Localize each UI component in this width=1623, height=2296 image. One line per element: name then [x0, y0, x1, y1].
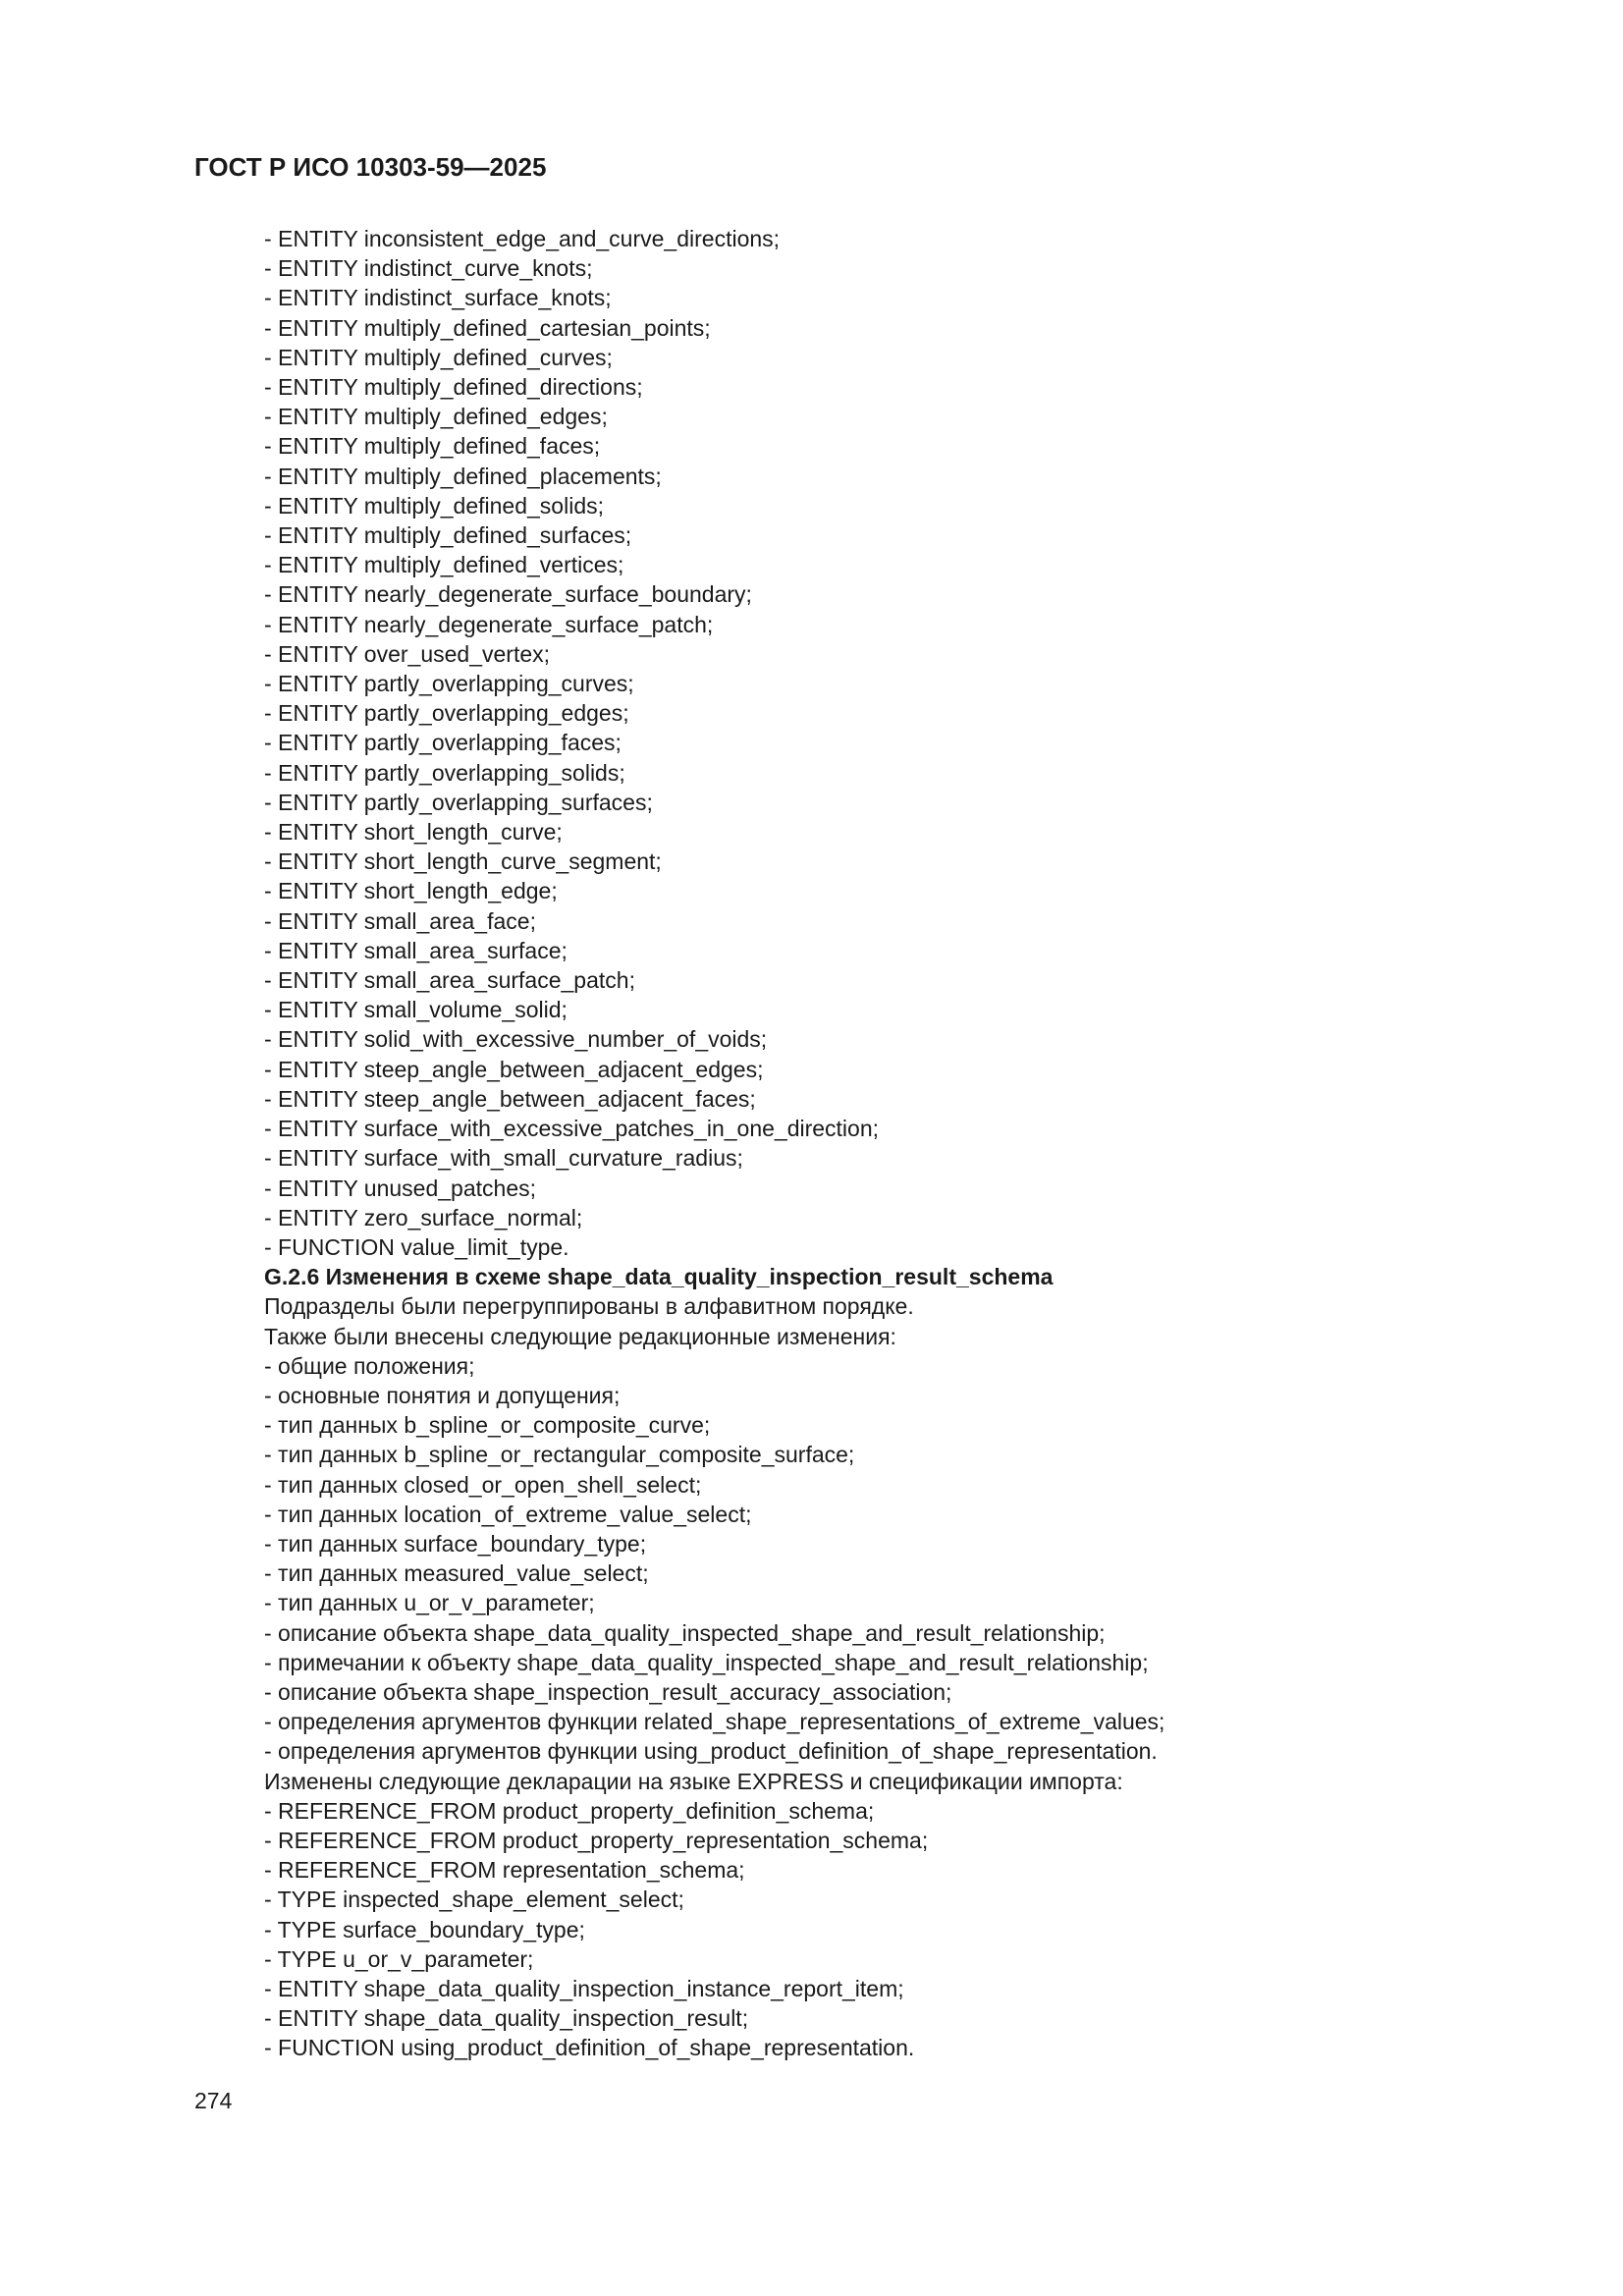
list-item: - ENTITY small_area_surface;: [264, 937, 568, 963]
list-item: - ENTITY steep_angle_between_adjacent_faces;: [264, 1085, 756, 1112]
list-item: - тип данных surface_boundary_type;: [264, 1530, 647, 1557]
list-item: - ENTITY inconsistent_edge_and_curve_directions;: [264, 226, 781, 251]
list-item: - ENTITY partly_overlapping_curves;: [264, 671, 634, 697]
list-item: - основные понятия и допущения;: [264, 1382, 621, 1408]
list-item: - ENTITY multiply_defined_cartesian_points;: [264, 314, 711, 341]
list-item: - ENTITY solid_with_excessive_number_of_voids;: [264, 1026, 768, 1053]
list-item: - описание объекта shape_inspection_result_accuracy_association;: [264, 1678, 952, 1705]
page-number: 274: [194, 2088, 233, 2113]
list-item: - ENTITY multiply_defined_edges;: [264, 404, 608, 430]
list-item: - ENTITY multiply_defined_faces;: [264, 433, 601, 460]
list-item: - тип данных b_spline_or_rectangular_composite_surface;: [264, 1442, 855, 1468]
list-item: - ENTITY short_length_curve_segment;: [264, 848, 662, 875]
document-body: [264, 224, 1560, 2063]
list-item: - тип данных closed_or_open_shell_select;: [264, 1471, 702, 1498]
list-item: - ENTITY shape_data_quality_inspection_instance_report_item;: [264, 1975, 904, 2001]
list-item: - тип данных measured_value_select;: [264, 1560, 649, 1587]
list-item: - ENTITY multiply_defined_surfaces;: [264, 522, 632, 549]
list-item: - ENTITY partly_overlapping_edges;: [264, 700, 629, 727]
list-item: - определения аргументов функции using_product_definition_of_shape_representation.: [264, 1738, 1158, 1765]
page-header: ГОСТ Р ИСО 10303-59—2025: [194, 152, 547, 182]
paragraph-regrouped: Подразделы были перегруппированы в алфавитном порядке.: [264, 1293, 914, 1320]
list-item: - ENTITY partly_overlapping_faces;: [264, 730, 622, 756]
list-item: - ENTITY over_used_vertex;: [264, 640, 551, 667]
section-heading: G.2.6 Изменения в схеме shape_data_quality_inspection_result_schema: [264, 1264, 1054, 1290]
list-item: - ENTITY multiply_defined_placements;: [264, 463, 662, 489]
list-item: - ENTITY unused_patches;: [264, 1175, 536, 1201]
list-item: - TYPE inspected_shape_element_select;: [264, 1886, 684, 1913]
list-item: - ENTITY nearly_degenerate_surface_patch;: [264, 611, 714, 637]
list-item: - ENTITY small_area_face;: [264, 907, 536, 934]
list-item: - ENTITY multiply_defined_curves;: [264, 344, 613, 370]
list-item: - тип данных u_or_v_parameter;: [264, 1590, 595, 1616]
express-changes-list: [264, 1796, 1560, 2063]
list-item: - описание объекта shape_data_quality_inspected_shape_and_result_relationship;: [264, 1619, 1106, 1646]
list-item: - ENTITY surface_with_small_curvature_radius;: [264, 1145, 743, 1172]
paragraph-editorial-intro: Также были внесены следующие редакционные изменения:: [264, 1323, 896, 1349]
list-item: - ENTITY short_length_curve;: [264, 819, 563, 846]
list-item: - ENTITY multiply_defined_directions;: [264, 374, 643, 401]
list-item: - ENTITY multiply_defined_vertices;: [264, 552, 624, 578]
list-item: - ENTITY indistinct_surface_knots;: [264, 285, 612, 311]
paragraph-express-intro: Изменены следующие декларации на языке EXPRESS и спецификации импорта:: [264, 1768, 1123, 1794]
list-item: - общие положения;: [264, 1352, 475, 1379]
list-item: - REFERENCE_FROM product_property_representation_schema;: [264, 1827, 929, 1853]
list-item: - REFERENCE_FROM product_property_definition_schema;: [264, 1797, 875, 1824]
list-item: - ENTITY indistinct_curve_knots;: [264, 255, 593, 282]
list-item: - тип данных location_of_extreme_value_select;: [264, 1501, 752, 1527]
list-item: - определения аргументов функции related_shape_representations_of_extreme_values;: [264, 1709, 1165, 1735]
list-item: - ENTITY partly_overlapping_solids;: [264, 759, 625, 786]
list-item: - ENTITY shape_data_quality_inspection_result;: [264, 2005, 749, 2032]
list-item: - REFERENCE_FROM representation_schema;: [264, 1857, 745, 1884]
list-item: - FUNCTION using_product_definition_of_shape_representation.: [264, 2035, 915, 2061]
list-item: - ENTITY small_volume_solid;: [264, 997, 568, 1023]
list-item: - TYPE u_or_v_parameter;: [264, 1945, 534, 1972]
list-item: - тип данных b_spline_or_composite_curve;: [264, 1412, 711, 1439]
list-item: - ENTITY steep_angle_between_adjacent_edges;: [264, 1056, 764, 1082]
list-item: - примечании к объекту shape_data_quality_inspected_shape_and_result_relationship;: [264, 1649, 1149, 1675]
list-item: - FUNCTION value_limit_type.: [264, 1233, 569, 1260]
list-item: - ENTITY partly_overlapping_surfaces;: [264, 789, 653, 815]
list-item: - ENTITY short_length_edge;: [264, 878, 558, 904]
list-item: - TYPE surface_boundary_type;: [264, 1916, 585, 1942]
list-item: - ENTITY zero_surface_normal;: [264, 1204, 583, 1230]
list-item: - ENTITY multiply_defined_solids;: [264, 492, 604, 519]
entity-list: [264, 224, 1560, 1262]
list-item: - ENTITY nearly_degenerate_surface_boundary;: [264, 581, 752, 608]
list-item: - ENTITY small_area_surface_patch;: [264, 967, 635, 994]
list-item: - ENTITY surface_with_excessive_patches_in_one_direction;: [264, 1116, 880, 1142]
editorial-changes-list: [264, 1351, 1560, 1767]
